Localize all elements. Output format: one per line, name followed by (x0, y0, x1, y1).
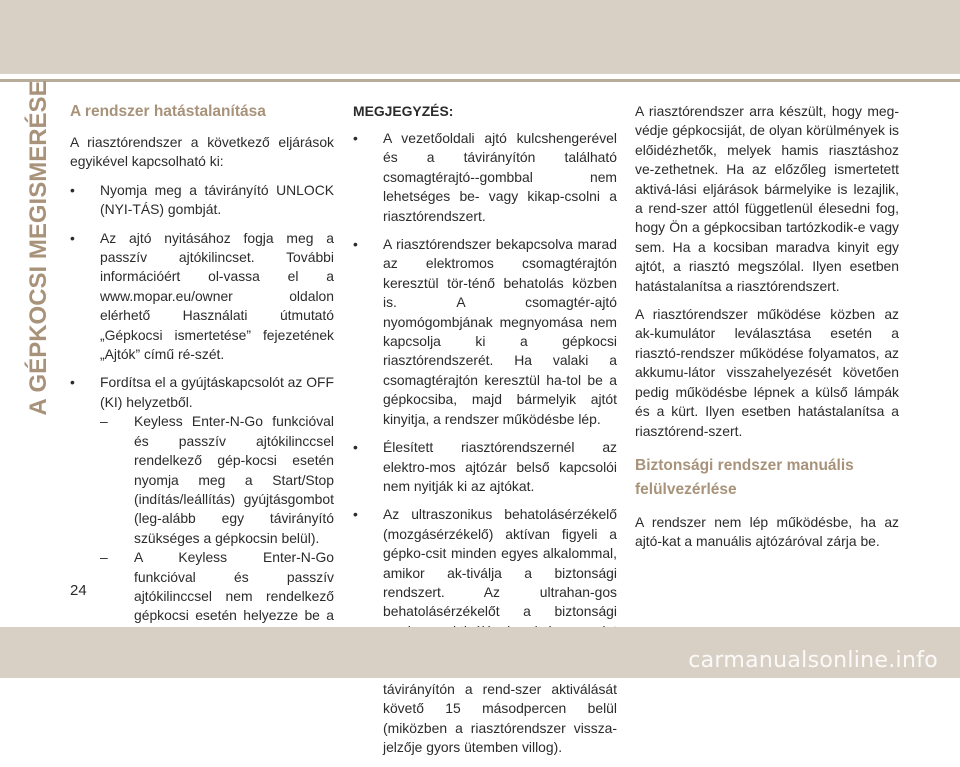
list-item: • A riasztórendszer bekapcsolva marad az elektromos csomagtérajtón keresztül tör-ténő behatolás közben is. A csomagtér-ajtó nyomógombjának megnyomása nem kapcsolja ki a gépkocsi riasztórendszerét. Ha valaki a csomagtérajtón keresztül ha-tol be a gépkocsiba, majd bármelyik ajtót kinyitja, a rendszer működésbe lép. (353, 235, 617, 429)
section-side-title: A GÉPKOCSI MEGISMERÉSE (25, 80, 52, 416)
header-band (0, 0, 960, 74)
list-item (70, 373, 334, 664)
list-item-text: Nyomja meg a távirányító UNLOCK (NYI-TÁS) gombját. (100, 181, 334, 218)
list-item: • Az ultraszonikus behatolásérzékelő (mozgásérzékelő) aktívan figyeli a gépko-csit minden egyes alkalommal, amikor ak-tiválja a biztonsági rendszert. Az ultrahan-gos behatolásérzékelőt a biztonsági távirányítón a rend-szer aktiválását követő 15 másodpercen belül (miközben a riasztórendszer vissza-jelzője gyors ütemben villog). (353, 505, 617, 757)
note-title: MEGJEGYZÉS: (353, 103, 454, 119)
list-item: • Élesített riasztórendszernél az elektro-mos ajtózár belső kapcsolói nem nyitják ki az ajtókat. (353, 438, 617, 496)
sub-list-item: – Keyless Enter-N-Go funkcióval és passzív ajtókilinccsel rendelkező gép-kocsi esetén nyomja meg a Start/Stop (indítás/leállítás) gyújtásgombot (leg-alább egy távirányító szükséges a gépkocsin belül). (100, 412, 334, 548)
column-3 (635, 102, 899, 561)
page-number: 24 (70, 582, 87, 599)
list-item: • A vezetőoldali ajtó kulcshengerével és a távirányítón található csomagtérajtó--gombbal nem lehetséges be- vagy kikap-csolni a riasztórendszert. (353, 129, 617, 226)
section-heading-override: Biztonsági rendszer manuális felülvezérlése (635, 456, 854, 498)
paragraph: A riasztórendszer arra készült, hogy meg-védje gépkocsiját, de olyan körülmények is előidézhetők, melyek hamis riasztáshoz ve-zethetnek. Ha az előzőleg ismertetett aktivá-lási eljárások bármelyike is lezajlik, a rend-szer attól függetlenül élesedni fog, hogy Ön a gépkocsiban tartózkodik-e vagy sem. Ha a kocsiban maradva kinyit egy ajtót, a riasztó megszólal. Ilyen esetben hatástalanítsa a riasztórendszert. (635, 103, 899, 294)
paragraph: A rendszer nem lép működésbe, ha az ajtó-kat a manuális ajtózáróval zárja be. (635, 513, 899, 550)
paragraph: A riasztórendszer működése közben az ak-kumulátor leválasztása esetén a riasztó-rendszer működése folyamatos, az akkumu-látor visszahelyezését követően pedig működésbe lépnek a külső lámpák és a kürt. Ilyen esetben hatástalanítsa a riasztórend-szert. (635, 306, 899, 439)
column-1 (70, 102, 334, 674)
list-item (70, 229, 334, 365)
list-item (70, 181, 334, 220)
watermark-text: carmanualsonline.info (688, 648, 938, 673)
sub-list-item: – A Keyless Enter-N-Go funkcióval és passzív ajtókilinccsel nem rendelkező gépkocsi esetén helyezze be a (100, 548, 334, 664)
list-item-text: Az ajtó nyitásához fogja meg a passzív ajtókilincset. További információért ol-vassa el a www.mopar.eu/owner oldalon elérhető Használati útmutató „Gépkocsi ismertetése” fejezetének „Ajtók” című ré-szét. (100, 229, 334, 363)
list-item-text: Fordítsa el a gyújtáskapcsolót az OFF (KI) helyzetből. (100, 374, 334, 410)
section-heading-disarm: A rendszer hatástalanítása (70, 103, 266, 120)
disarm-steps-list (70, 181, 334, 665)
intro-paragraph: A riasztórendszer a következő eljárások egyikével kapcsolható ki: (70, 134, 334, 170)
header-rule (0, 79, 960, 82)
